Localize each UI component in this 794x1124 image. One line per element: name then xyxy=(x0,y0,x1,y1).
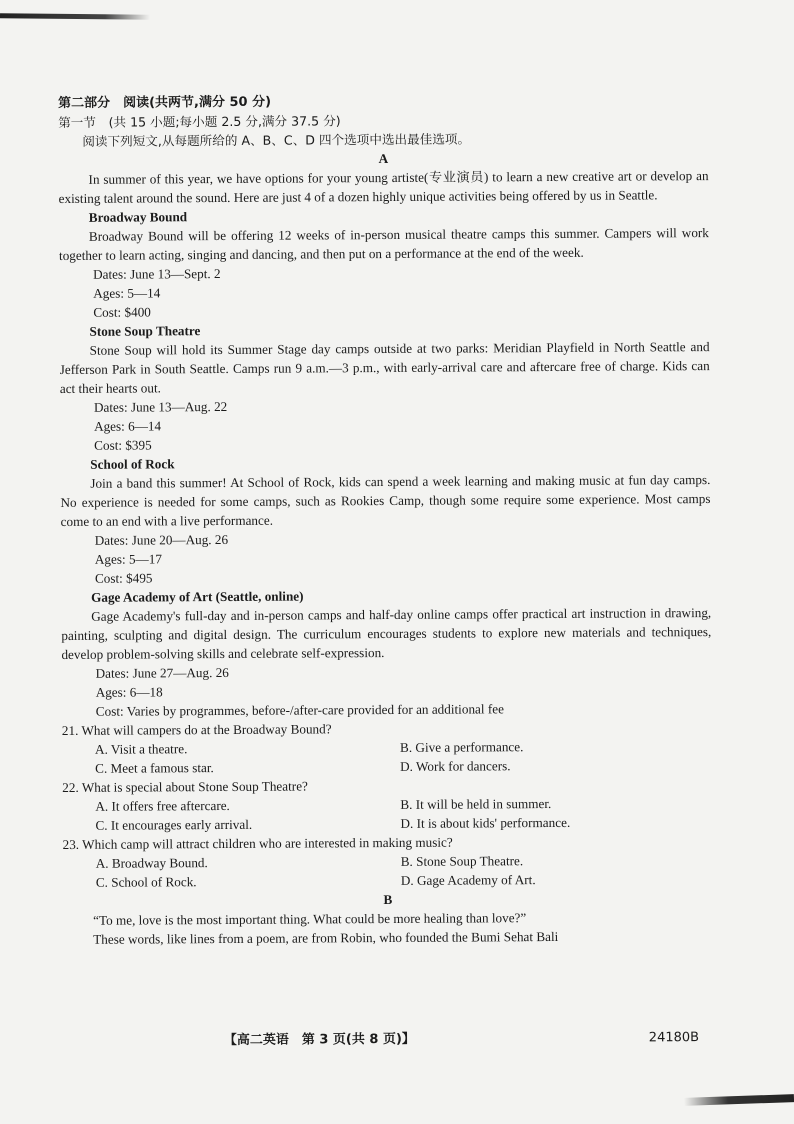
option-b[interactable]: B. It will be held in summer. xyxy=(400,796,552,812)
instruction: 阅读下列短文,从每题所给的 A、B、C、D 四个选项中选出最佳选项。 xyxy=(82,131,471,149)
option-d[interactable]: D. Gage Academy of Art. xyxy=(400,872,536,888)
option-b[interactable]: B. Stone Soup Theatre. xyxy=(400,853,524,869)
camp-cost: Cost: $400 xyxy=(93,304,151,320)
question-21 xyxy=(62,717,712,778)
exam-page xyxy=(58,88,713,1049)
option-a[interactable]: A. Broadway Bound. xyxy=(95,855,208,871)
camp-name: Broadway Bound xyxy=(88,209,188,225)
camp-dates: Dates: June 20—Aug. 26 xyxy=(94,531,229,548)
scan-edge-top xyxy=(0,13,150,20)
camp-gage-academy xyxy=(61,584,712,721)
camp-name: School of Rock xyxy=(90,456,175,472)
passage-b-label: B xyxy=(383,891,393,908)
option-a[interactable]: A. It offers free aftercare. xyxy=(95,797,230,814)
camp-cost: Cost: $495 xyxy=(94,570,153,586)
option-c[interactable]: C. Meet a famous star. xyxy=(95,760,214,776)
camp-description: Join a band this summer! At School of Rock, kids can spend a week learning and making music at fun day camps. No experience is needed for some camps, such as Rookies Camp, though some require some experience. Most camps come to an end with a live performance. xyxy=(60,472,711,529)
camp-school-of-rock xyxy=(60,451,711,588)
camp-description: Broadway Bound will be offering 12 weeks of in-person musical theatre camps this summer. Campers will work together to learn acting, singing and dancing, and then put on a performance at the end of the week. xyxy=(58,225,709,263)
scan-edge-bottom xyxy=(684,1094,794,1106)
passage-b-line-1: “To me, love is the most important thing. What could be more healing than love?” xyxy=(93,910,527,928)
camp-description: Stone Soup will hold its Summer Stage day camps outside at two parks: Meridian Playfield in North Seattle and Jefferson Park in South Seattle. Camps run 9 a.m.—3 p.m., with early-arrival care and aftercare free of charge. Kids can act their hearts out. xyxy=(59,339,710,396)
passage-b-line-2: These words, like lines from a poem, are from Robin, who founded the Bumi Sehat Bali xyxy=(93,928,559,947)
question-23 xyxy=(63,831,713,892)
camp-description: Gage Academy's full-day and in-person camps and half-day online camps offer practical art instruction in drawing, painting, sculpting and digital design. The curriculum encourages students to explore new materials and techniques, develop problem-solving skills and celebrate self-expression. xyxy=(61,605,712,662)
camp-ages: Ages: 6—18 xyxy=(95,684,163,700)
camp-dates: Dates: June 27—Aug. 26 xyxy=(95,664,229,681)
option-d[interactable]: D. Work for dancers. xyxy=(400,758,511,774)
passage-a-intro: In summer of this year, we have options for your young artiste(专业演员) to learn a new creative art or develop an existing talent around the sound. Here are just 4 of a dozen highly unique activities being offered by us in Seattle. xyxy=(58,168,709,206)
camp-dates: Dates: June 13—Aug. 22 xyxy=(93,398,228,415)
camp-name: Stone Soup Theatre xyxy=(89,323,201,339)
part-title: 第二部分 阅读(共两节,满分 50 分) xyxy=(58,94,272,111)
camp-ages: Ages: 5—17 xyxy=(94,551,162,567)
footer-exam-code: 24180B xyxy=(648,1030,700,1046)
camp-cost: Cost: $395 xyxy=(94,437,152,453)
passage-a-label: A xyxy=(378,150,389,167)
question-stem: 21. What will campers do at the Broadway Bound? xyxy=(61,721,332,738)
camp-broadway-bound xyxy=(59,204,710,322)
question-stem: 22. What is special about Stone Soup Theatre? xyxy=(62,778,308,795)
option-b[interactable]: B. Give a performance. xyxy=(399,739,524,755)
section-title: 第一节 (共 15 小题;每小题 2.5 分,满分 37.5 分) xyxy=(58,113,341,130)
page-footer xyxy=(64,1028,714,1049)
camp-cost: Cost: Varies by programmes, before-/after-care provided for an additional fee xyxy=(95,701,504,719)
option-c[interactable]: C. It encourages early arrival. xyxy=(95,816,253,833)
option-a[interactable]: A. Visit a theatre. xyxy=(94,741,188,757)
camp-ages: Ages: 6—14 xyxy=(93,418,162,434)
camp-name: Gage Academy of Art (Seattle, online) xyxy=(91,588,304,605)
camp-ages: Ages: 5—14 xyxy=(93,285,161,301)
question-stem: 23. Which camp will attract children who are interested in making music? xyxy=(62,834,453,852)
camp-stone-soup-theatre xyxy=(59,318,710,455)
question-22 xyxy=(62,774,712,835)
footer-page-info: 【高二英语 第 3 页(共 8 页)】 xyxy=(223,1031,415,1049)
option-d[interactable]: D. It is about kids' performance. xyxy=(400,814,571,831)
option-c[interactable]: C. School of Rock. xyxy=(95,874,197,890)
camp-dates: Dates: June 13—Sept. 2 xyxy=(93,266,221,282)
